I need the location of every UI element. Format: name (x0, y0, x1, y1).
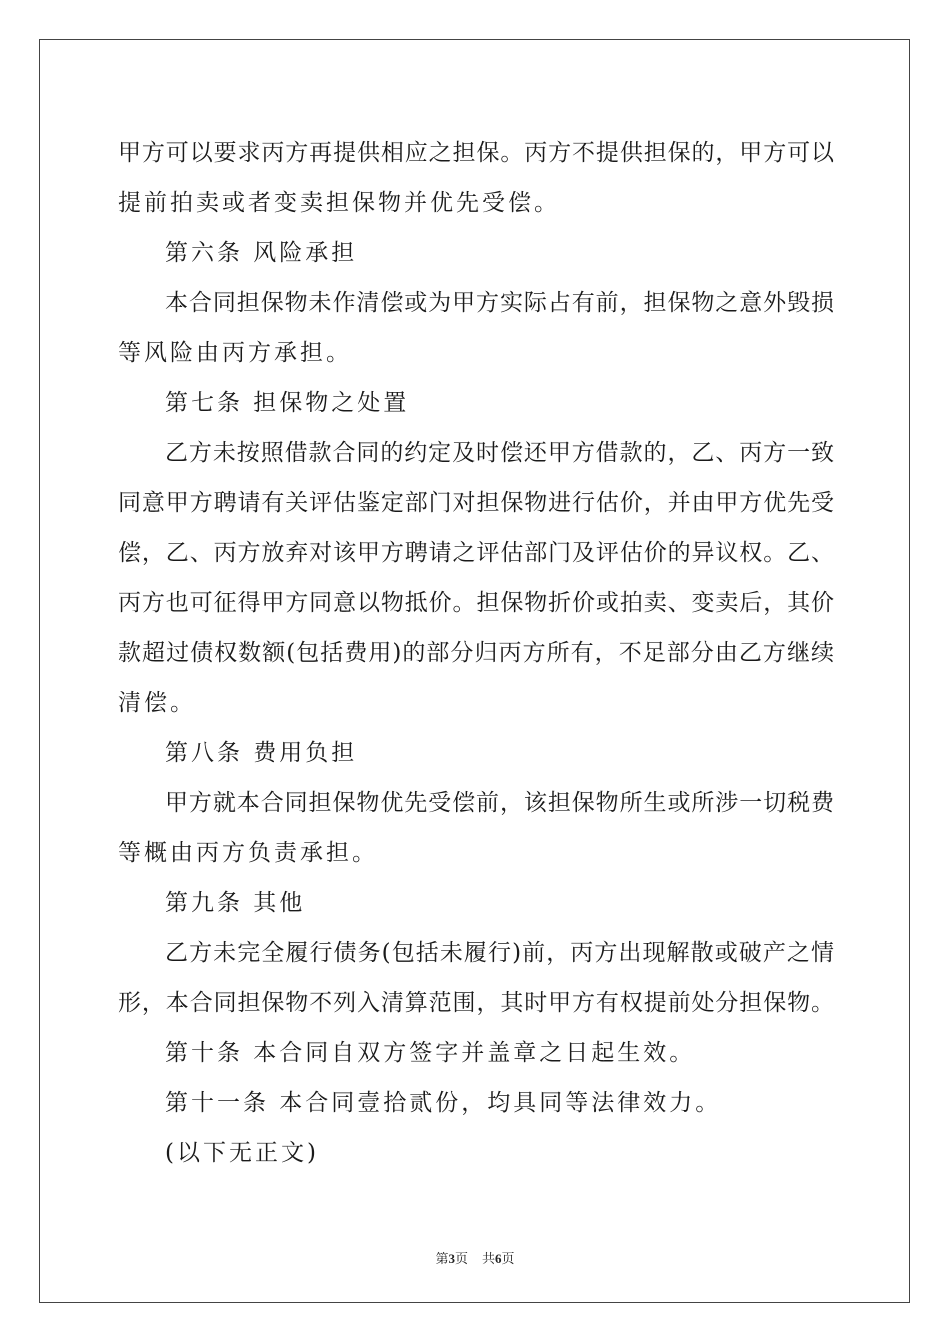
document-body (118, 128, 834, 1178)
article-heading: 第八条 费用负担 (165, 740, 358, 766)
total-suffix: 页 (501, 1252, 515, 1267)
page-suffix: 页 (454, 1252, 468, 1267)
body-line: 偿，乙、丙方放弃对该甲方聘请之评估部门及评估价的异议权。乙、 (118, 540, 834, 566)
body-line: 乙方未完全履行债务(包括未履行)前，丙方出现解散或破产之情 (165, 940, 834, 966)
body-line: 等概由丙方负责承担。 (118, 840, 378, 866)
total-pages: 6 (495, 1251, 502, 1266)
body-line: 丙方也可征得甲方同意以物抵价。担保物折价或拍卖、变卖后，其价 (118, 590, 834, 616)
page-prefix: 第 (435, 1252, 449, 1267)
page-number: 3 (448, 1251, 455, 1266)
body-line: 等风险由丙方承担。 (118, 340, 352, 366)
body-line: 甲方可以要求丙方再提供相应之担保。丙方不提供担保的，甲方可以 (118, 140, 834, 166)
body-line: 本合同担保物未作清偿或为甲方实际占有前，担保物之意外毁损 (165, 290, 834, 316)
end-note: (以下无正文) (165, 1140, 319, 1166)
total-prefix: 共 (482, 1252, 496, 1267)
body-line: 乙方未按照借款合同的约定及时偿还甲方借款的，乙、丙方一致 (165, 440, 834, 466)
body-line: 清偿。 (118, 690, 196, 716)
body-line: 同意甲方聘请有关评估鉴定部门对担保物进行估价，并由甲方优先受 (118, 490, 834, 516)
article-heading: 第七条 担保物之处置 (165, 390, 410, 416)
body-line: 提前拍卖或者变卖担保物并优先受偿。 (118, 190, 560, 216)
article-heading: 第九条 其他 (165, 890, 306, 916)
article-clause: 第十一条 本合同壹拾贰份，均具同等法律效力。 (165, 1090, 722, 1116)
body-line: 形，本合同担保物不列入清算范围，其时甲方有权提前处分担保物。 (118, 990, 834, 1016)
page-footer (0, 1248, 950, 1267)
body-line: 甲方就本合同担保物优先受偿前，该担保物所生或所涉一切税费 (165, 790, 834, 816)
body-line: 款超过债权数额(包括费用)的部分归丙方所有，不足部分由乙方继续 (118, 640, 834, 666)
article-heading: 第六条 风险承担 (165, 240, 358, 266)
article-clause: 第十条 本合同自双方签字并盖章之日起生效。 (165, 1040, 696, 1066)
